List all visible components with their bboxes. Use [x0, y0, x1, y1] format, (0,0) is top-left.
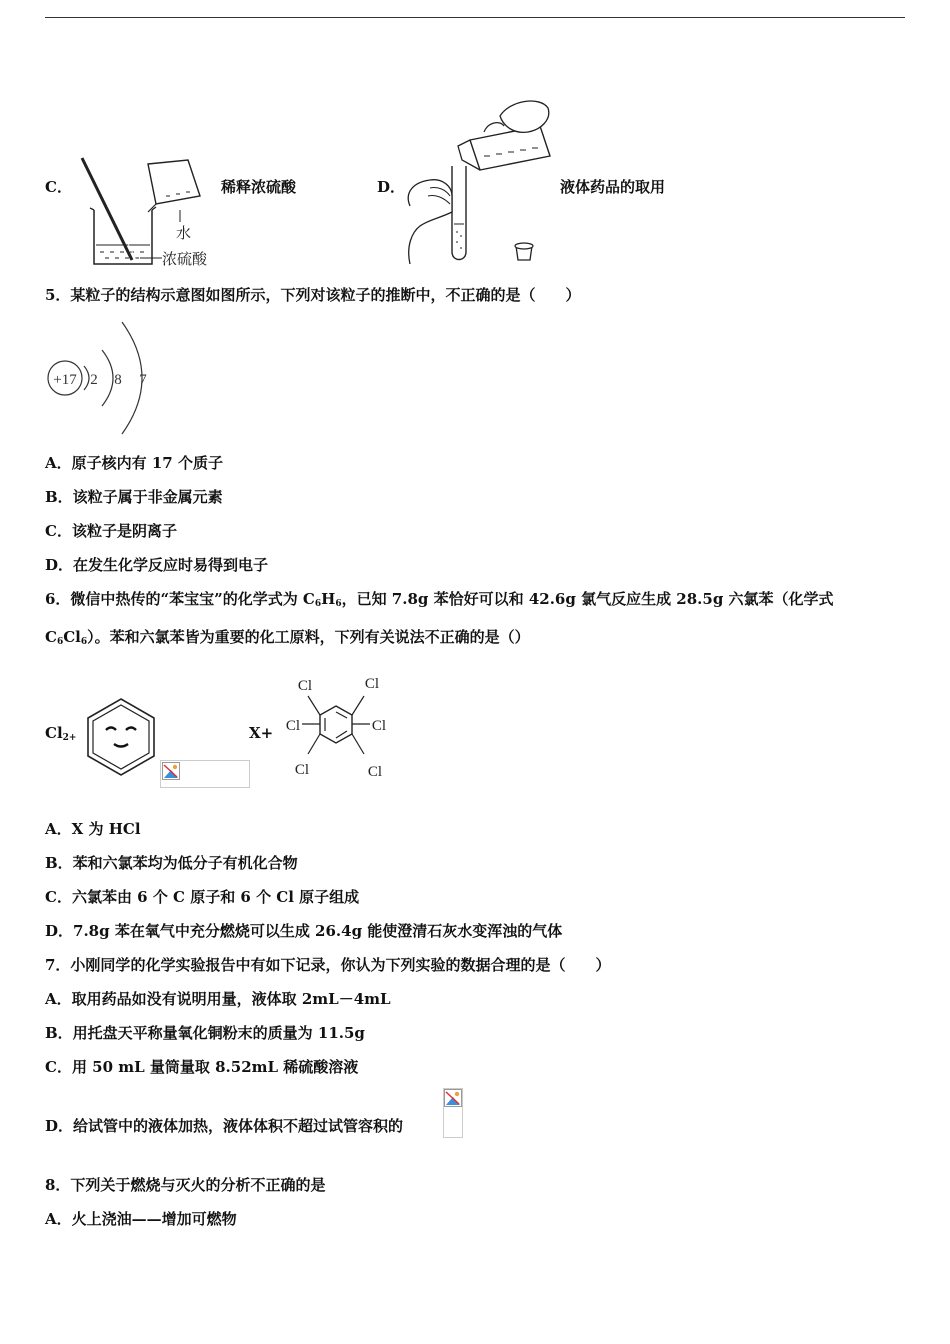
q4-option-d-letter: D．: [377, 178, 406, 196]
q6-stem-line2: [45, 628, 530, 651]
shell-label: 2: [90, 372, 98, 388]
q6-option-b: B．苯和六氯苯均为低分子有机化合物: [45, 854, 298, 872]
broken-image: [443, 1088, 463, 1138]
hexachlorobenzene-structure: [280, 672, 392, 782]
q6-option-d: D．7.8g 苯在氧气中充分燃烧可以生成 26.4g 能使澄清石灰水变浑浊的气体: [45, 922, 563, 940]
benzene-baby-figure: [84, 696, 158, 778]
subscript: 6: [335, 599, 342, 609]
q4-option-c-letter: C．: [45, 178, 72, 196]
cl2-label: Cl: [45, 724, 63, 742]
fig-label-water: 水: [176, 224, 192, 242]
liquid-taking-figure: [400, 96, 560, 268]
q6-stem-line1: [45, 590, 834, 613]
q7-option-d: D．给试管中的液体加热，液体体积不超过试管容积的: [45, 1117, 404, 1135]
dilute-acid-figure: [70, 152, 230, 270]
nucleus-label: +17: [53, 372, 77, 388]
q5-option-c: C．该粒子是阴离子: [45, 522, 177, 540]
q5-stem: 5．某粒子的结构示意图如图所示，下列对该粒子的推断中，不正确的是（ ）: [45, 286, 581, 304]
q6-option-a: A．X 为 HCl: [45, 820, 141, 838]
cl-atom-label: Cl: [285, 718, 301, 734]
equation-cl2: [45, 724, 76, 747]
subscript: 6: [56, 637, 64, 647]
q5-option-b: B．该粒子属于非金属元素: [45, 488, 223, 506]
subscript: 6: [80, 637, 88, 647]
q6-option-c: C．六氯苯由 6 个 C 原子和 6 个 Cl 原子组成: [45, 888, 360, 906]
q5-option-d: D．在发生化学反应时易得到电子: [45, 556, 269, 574]
q4-option-c-text: 稀释浓硫酸: [221, 178, 297, 196]
atom-structure-diagram: [44, 318, 156, 438]
q8-stem: 8．下列关于燃烧与灭火的分析不正确的是: [45, 1176, 326, 1194]
q4-option-d-text: 液体药品的取用: [560, 178, 666, 196]
shell-label: 8: [114, 372, 122, 388]
shell-label: 7: [139, 372, 147, 388]
cl-atom-label: Cl: [297, 678, 313, 694]
q5-option-a: A．原子核内有 17 个质子: [45, 454, 223, 472]
q6-line2-c: C: [45, 628, 57, 646]
q7-stem: 7．小刚同学的化学实验报告中有如下记录，你认为下列实验的数据合理的是（ ）: [45, 956, 611, 974]
q7-option-a: A．取用药品如没有说明用量，液体取 2mL－4mL: [45, 990, 391, 1008]
cl-atom-label: Cl: [367, 764, 383, 780]
header-rule: [45, 17, 905, 18]
subscript: 2+: [62, 733, 77, 743]
q6-line2-cl: Cl: [63, 628, 81, 646]
q6-line2-rest: ）。苯和六氯苯皆为重要的化工原料，下列有关说法不正确的是（）: [87, 628, 530, 646]
q6-stem-a: 6．微信中热传的“苯宝宝”的化学式为 C: [45, 590, 315, 608]
cl-atom-label: Cl: [364, 676, 380, 692]
subscript: 6: [314, 599, 322, 609]
q6-stem-h: H: [321, 590, 336, 608]
equation-x: X+: [249, 724, 274, 742]
q7-option-b: B．用托盘天平称量氧化铜粉末的质量为 11.5g: [45, 1024, 365, 1042]
cl-atom-label: Cl: [371, 718, 387, 734]
q6-stem-b: ，已知 7.8g 苯恰好可以和 42.6g 氯气反应生成 28.5g 六氯苯（化学式: [341, 590, 834, 608]
fig-label-acid: 浓硫酸: [162, 250, 208, 268]
broken-image-icon: [162, 762, 180, 780]
broken-image-icon: [444, 1089, 462, 1107]
q8-option-a: A．火上浇油——增加可燃物: [45, 1210, 237, 1228]
cl-atom-label: Cl: [294, 762, 310, 778]
broken-image: [160, 760, 250, 788]
q7-option-c: C．用 50 mL 量筒量取 8.52mL 稀硫酸溶液: [45, 1058, 359, 1076]
